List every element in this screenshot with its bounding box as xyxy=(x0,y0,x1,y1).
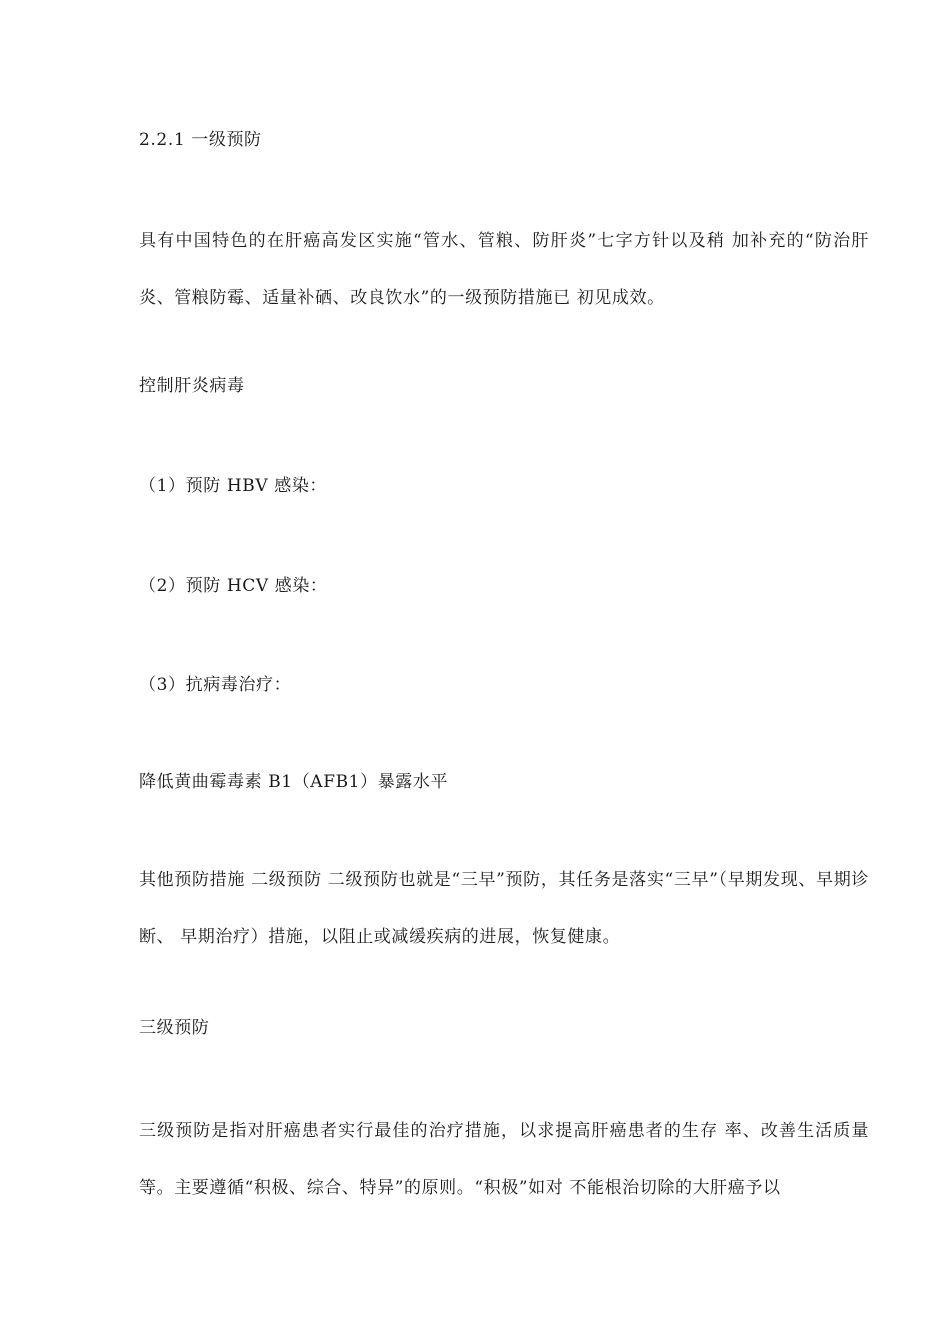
tertiary-prevention-paragraph: 三级预防是指对肝癌患者实行最佳的治疗措施，以求提高肝癌患者的生存 率、改善生活质量等。主要遵循“积极、综合、特异”的原则。“积极”如对 不能根治切除的大肝癌予以 xyxy=(139,1121,869,1198)
section-heading: 2.2.1 一级预防 xyxy=(139,130,262,150)
control-hepatitis-heading: 控制肝炎病毒 xyxy=(139,376,245,396)
intro-paragraph: 具有中国特色的在肝癌高发区实施“管水、管粮、防肝炎”七字方针以及稍 加补充的“防治肝炎、管粮防霉、适量补硒、改良饮水”的一级预防措施已 初见成效。 xyxy=(139,231,869,308)
list-item-antiviral: （3）抗病毒治疗： xyxy=(139,675,292,695)
list-item-hbv: （1）预防 HBV 感染： xyxy=(139,476,328,496)
tertiary-prevention-heading: 三级预防 xyxy=(139,1018,210,1038)
aflatoxin-heading: 降低黄曲霉毒素 B1（AFB1）暴露水平 xyxy=(139,772,449,792)
secondary-prevention-paragraph: 其他预防措施 二级预防 二级预防也就是“三早”预防，其任务是落实“三早”（早期发现、早期诊断、 早期治疗）措施，以阻止或减缓疾病的进展，恢复健康。 xyxy=(139,870,869,947)
list-item-hcv: （2）预防 HCV 感染： xyxy=(139,576,328,596)
